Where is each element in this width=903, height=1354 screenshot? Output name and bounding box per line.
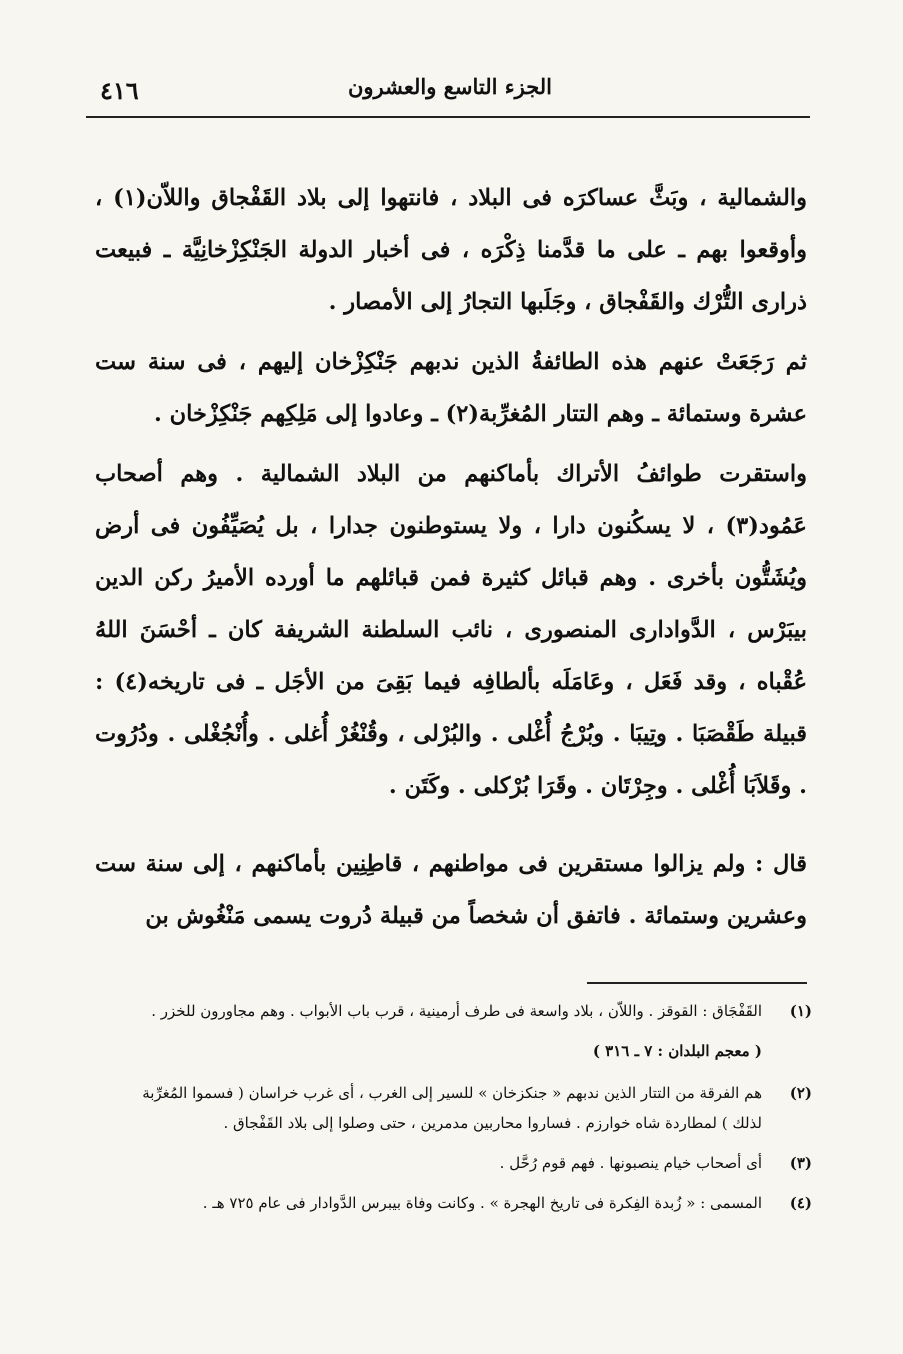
body-text (95, 172, 807, 942)
paragraph-2: ثم رَجَعَتْ عنهم هذه الطائفةُ الذين ندبهم جَنْكِزْخان إليهم ، فى سنة ست عشرة وستمائة ـ وهم التتار المُغرِّبة(٢) ـ وعادوا إلى مَلِكِهم جَنْكِزْخان . (95, 349, 807, 427)
footnote-text-line-1: هم الفرقة من التتار الذين ندبهم « جنكزخان » للسير إلى الغرب ، أى غرب خراسان ( فسموا المُغرِّبة (142, 1084, 762, 1102)
footnotes (100, 996, 812, 1228)
running-title: الجزء التاسع والعشرون (347, 74, 552, 99)
footnote-number: (٢) (789, 1084, 812, 1102)
footnote-number: (١) (789, 1002, 812, 1020)
page-number: ٤١٦ (100, 76, 139, 105)
footnote-1 (100, 996, 812, 1026)
footnote-2 (100, 1078, 812, 1138)
paragraph-4: قال : ولم يزالوا مستقرين فى مواطنهم ، قاطِنِين بأماكنهم ، إلى سنة ست وعشرين وستمائة . فاتفق أن شخصاً من قبيلة دُروت يسمى مَنْغُوش بن (95, 851, 807, 929)
footnote-4 (100, 1188, 812, 1218)
paragraph-3: واستقرت طوائفُ الأتراك بأماكنهم من البلاد الشمالية . وهم أصحاب عَمُود(٣) ، لا يسكُنون دارا ، ولا يستوطنون جدارا ، بل يُصَيِّفُون فى أرض ويُشَتُّون بأخرى . وهم قبائل كثيرة فمن قبائلهم ما أورده الأميرُ ركن الدين بيبَرْس ، الدَّوادارى المنصورى ، نائب السلطنة الشريفة كان ـ أحْسَنَ اللهُ عُقْباه ، وقد فَعَل ، وعَامَلَه بألطافِه فيما بَقِىَ من الأجَل ـ فى تاريخه(٤) : قبيلة طَقْصَبَا . وتِيبَا . وبُرْجُ أُغْلى . والبُرْلى ، وقُنْغُرْ أُغلى . وأُنْجُغْلى . ودُرُوت . وقَلاَبَا أُغْلى . وجِرْتَان . وقَرَا بُرْكلى . وكَتَن . (95, 461, 807, 799)
footnote-number: (٤) (789, 1194, 812, 1212)
page-header (90, 66, 810, 106)
footnote-1-source: ( معجم البلدان : ٧ ـ ٣١٦ ) (592, 1042, 762, 1060)
header-rule (86, 116, 810, 118)
paragraph-1: والشمالية ، وبَثَّ عساكرَه فى البلاد ، فانتهوا إلى بلاد القَفْجاق واللاّن(١) ، وأوقعوا بهم ـ على ما قدَّمنا ذِكْرَه ، فى أخبار الدولة الجَنْكِزْخانِيَّة ـ فبيعت ذرارى التُّرْك والقَفْجاق ، وجَلَبها التجارُ إلى الأمصار . (95, 185, 807, 315)
footnote-text: أى أصحاب خيام ينصبونها . فهم قوم رُحَّل . (499, 1154, 762, 1172)
footnote-rule (587, 982, 807, 984)
footnote-3 (100, 1148, 812, 1178)
footnote-text-line-2: لذلك ) لمطاردة شاه خوارزم . فساروا محاربين مدمرين ، حتى وصلوا إلى بلاد القَفْجاق . (223, 1114, 762, 1132)
footnote-text: القَفْجَاق : القوقز . واللاّن ، بلاد واسعة فى طرف أرمينية ، قرب باب الأبواب . وهم مجاورون للخزر . (151, 1002, 762, 1020)
footnote-text: المسمى : « زُبدة الفِكرة فى تاريخ الهجرة » . وكانت وفاة بيبرس الدَّوادار فى عام ٧٢٥ هـ . (202, 1194, 762, 1212)
footnote-number: (٣) (789, 1154, 812, 1172)
